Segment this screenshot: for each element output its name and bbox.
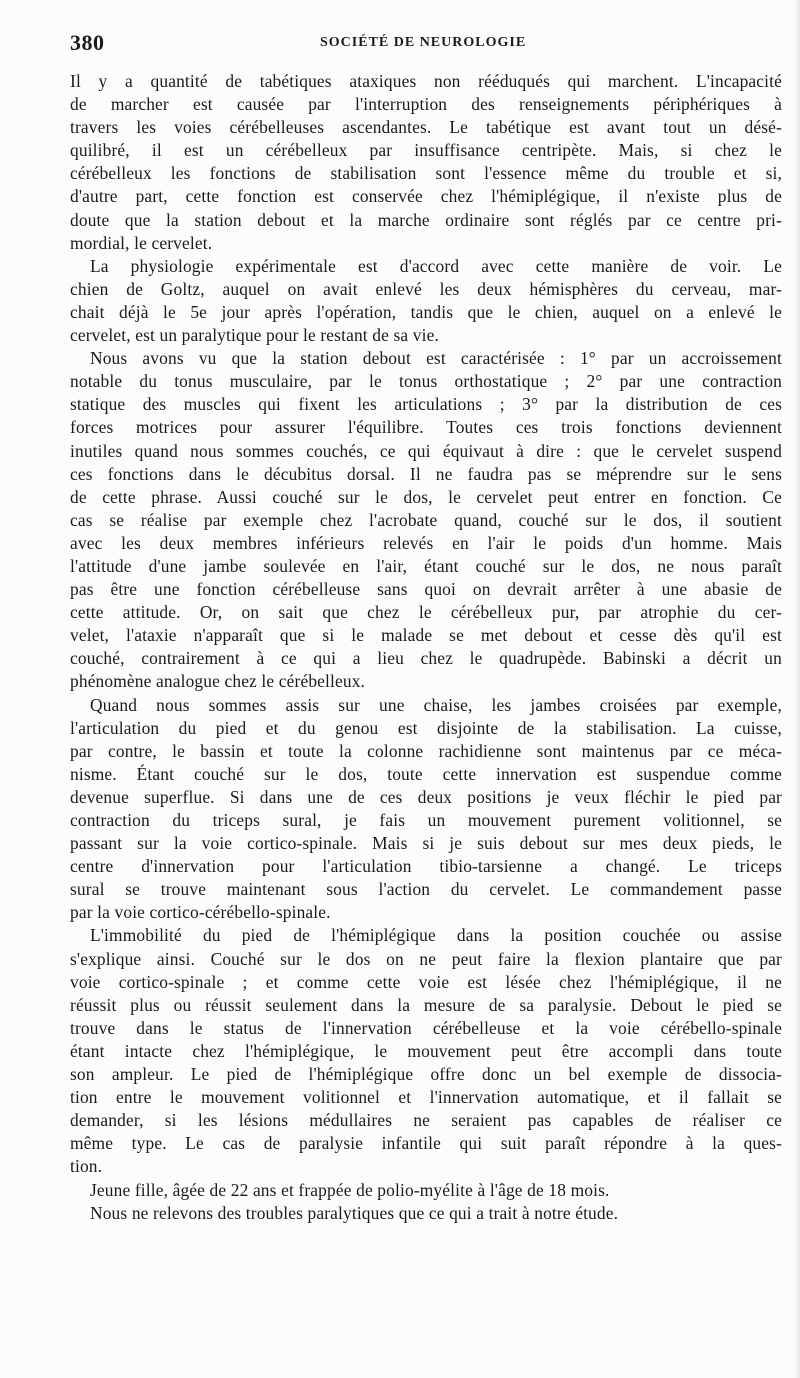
text-line: par la voie cortico-cérébello-spinale. (70, 902, 331, 923)
text-line: chien de Goltz, auquel on avait enlevé les deux hémisphères du cerveau, mar- (70, 278, 782, 299)
text-line: Quand nous sommes assis sur une chaise, les jambes croisées par exemple, (90, 694, 782, 715)
text-line: l'attitude d'une jambe soulevée en l'air, étant couché sur le dos, ne nous paraît (70, 555, 782, 576)
text-line: passant sur la voie cortico-spinale. Mais si je suis debout sur mes deux pieds, le (70, 833, 782, 854)
text-line: étant intacte chez l'hémiplégique, le mouvement peut être accompli dans toute (70, 1040, 782, 1061)
paragraph (70, 70, 782, 255)
text-line: travers les voies cérébelleuses ascendantes. Le tabétique est avant tout un désé- (70, 117, 782, 138)
text-line: cérébelleux les fonctions de stabilisation sont l'essence même du trouble et si, (70, 163, 782, 184)
running-head: SOCIÉTÉ DE NEUROLOGIE (320, 35, 527, 50)
text-line: nisme. Étant couché sur le dos, toute cette innervation est suspendue comme (70, 763, 782, 784)
text-line: forces motrices pour assurer l'équilibre. Toutes ces trois fonctions deviennent (70, 417, 782, 438)
text-line: de marcher est causée par l'interruption des renseignements périphériques à (70, 94, 782, 115)
text-line: inutiles quand nous sommes couchés, ce qui équivaut à dire : que le cervelet suspend (70, 440, 782, 461)
text-line: avec les deux membres inférieurs relevés en l'air le poids d'un homme. Mais (70, 532, 782, 553)
text-line: sural se trouve maintenant sous l'action du cervelet. Le commandement passe (70, 879, 782, 900)
text-line: L'immobilité du pied de l'hémiplégique dans la position couchée ou assise (90, 925, 782, 946)
text-line: même type. Le cas de paralysie infantile qui suit paraît répondre à la ques- (70, 1133, 782, 1154)
text-line: son ampleur. Le pied de l'hémiplégique offre donc un bel exemple de dissocia- (70, 1064, 782, 1085)
paragraph (70, 347, 782, 693)
text-line: devenue superflue. Si dans une de ces deux positions je veux fléchir le pied par (70, 786, 782, 807)
text-line: demander, si les lésions médullaires ne seraient pas capables de réaliser ce (70, 1110, 782, 1131)
paragraph (70, 1179, 782, 1202)
text-line: Il y a quantité de tabétiques ataxiques non rééduqués qui marchent. L'incapacité (70, 71, 782, 91)
text-line: voie cortico-spinale ; et comme cette voie est lésée chez l'hémiplégique, il ne (70, 971, 782, 992)
page-number: 380 (70, 30, 105, 55)
text-line: Nous avons vu que la station debout est caractérisée : 1° par un accroissement (90, 348, 782, 369)
paragraph (70, 694, 782, 925)
text-line: phénomène analogue chez le cérébelleux. (70, 671, 366, 692)
text-line: mordial, le cervelet. (70, 232, 213, 253)
page-header (70, 30, 770, 60)
text-line: velet, l'ataxie n'apparaît que si le malade se met debout et cesse dès qu'il est (70, 625, 782, 646)
text-line: cervelet, est un paralytique pour le restant de sa vie. (70, 325, 439, 346)
text-line: couché, contrairement à ce qui a lieu chez le quadrupède. Babinski a décrit un (70, 648, 782, 669)
paragraph (70, 924, 782, 1178)
text-line: Jeune fille, âgée de 22 ans et frappée de polio-myélite à l'âge de 18 mois. (90, 1179, 610, 1200)
page-edge-shadow (794, 0, 800, 1378)
paragraph (70, 1202, 782, 1225)
text-line: doute que la station debout et la marche ordinaire sont réglés par ce centre pri- (70, 209, 782, 230)
text-line: de cette phrase. Aussi couché sur le dos, le cervelet peut entrer en fonction. Ce (70, 486, 782, 507)
text-line: pas être une fonction cérébelleuse sans quoi on devrait arrêter à une abasie de (70, 579, 782, 600)
text-line: notable du tonus musculaire, par le tonus orthostatique ; 2° par une contraction (70, 371, 782, 392)
text-line: s'explique ainsi. Couché sur le dos on ne peut faire la flexion plantaire que par (70, 948, 782, 969)
text-line: cette attitude. Or, on sait que chez le cérébelleux pur, par atrophie du cer- (70, 602, 782, 623)
text-line: d'autre part, cette fonction est conservée chez l'hémiplégique, il n'existe plus de (70, 186, 782, 207)
text-line: contraction du triceps sural, je fais un mouvement purement volitionnel, se (70, 810, 782, 830)
text-line: réussit plus ou réussit seulement dans la mesure de sa paralysie. Debout le pied se (70, 994, 782, 1015)
text-line: quilibré, il est un cérébelleux par insuffisance centripète. Mais, si chez le (70, 140, 782, 161)
text-line: statique des muscles qui fixent les articulations ; 3° par la distribution de ces (70, 394, 782, 415)
paragraph (70, 255, 782, 347)
text-line: centre d'innervation pour l'articulation tibio-tarsienne a changé. Le triceps (70, 856, 782, 877)
text-line: par contre, le bassin et toute la colonne rachidienne sont maintenus par ce méca- (70, 740, 782, 761)
text-line: trouve dans le status de l'innervation cérébelleuse et la voie cérébello-spinale (70, 1017, 782, 1038)
text-line: La physiologie expérimentale est d'accord avec cette manière de voir. Le (90, 255, 782, 276)
text-line: chait déjà le 5e jour après l'opération, tandis que le chien, auquel on a enlevé le (70, 301, 782, 322)
text-line: tion entre le mouvement volitionnel et l'innervation automatique, et il fallait se (70, 1087, 782, 1108)
text-line: Nous ne relevons des troubles paralytiques que ce qui a trait à notre étude. (90, 1202, 619, 1223)
text-line: l'articulation du pied et du genou est disjointe de la stabilisation. La cuisse, (70, 717, 782, 738)
body-text (70, 70, 782, 1225)
text-line: tion. (70, 1156, 103, 1177)
text-line: cas se réalise par exemple chez l'acrobate quand, couché sur le dos, il soutient (70, 509, 782, 530)
text-line: ces fonctions dans le décubitus dorsal. Il ne faudra pas se méprendre sur le sens (70, 463, 782, 484)
